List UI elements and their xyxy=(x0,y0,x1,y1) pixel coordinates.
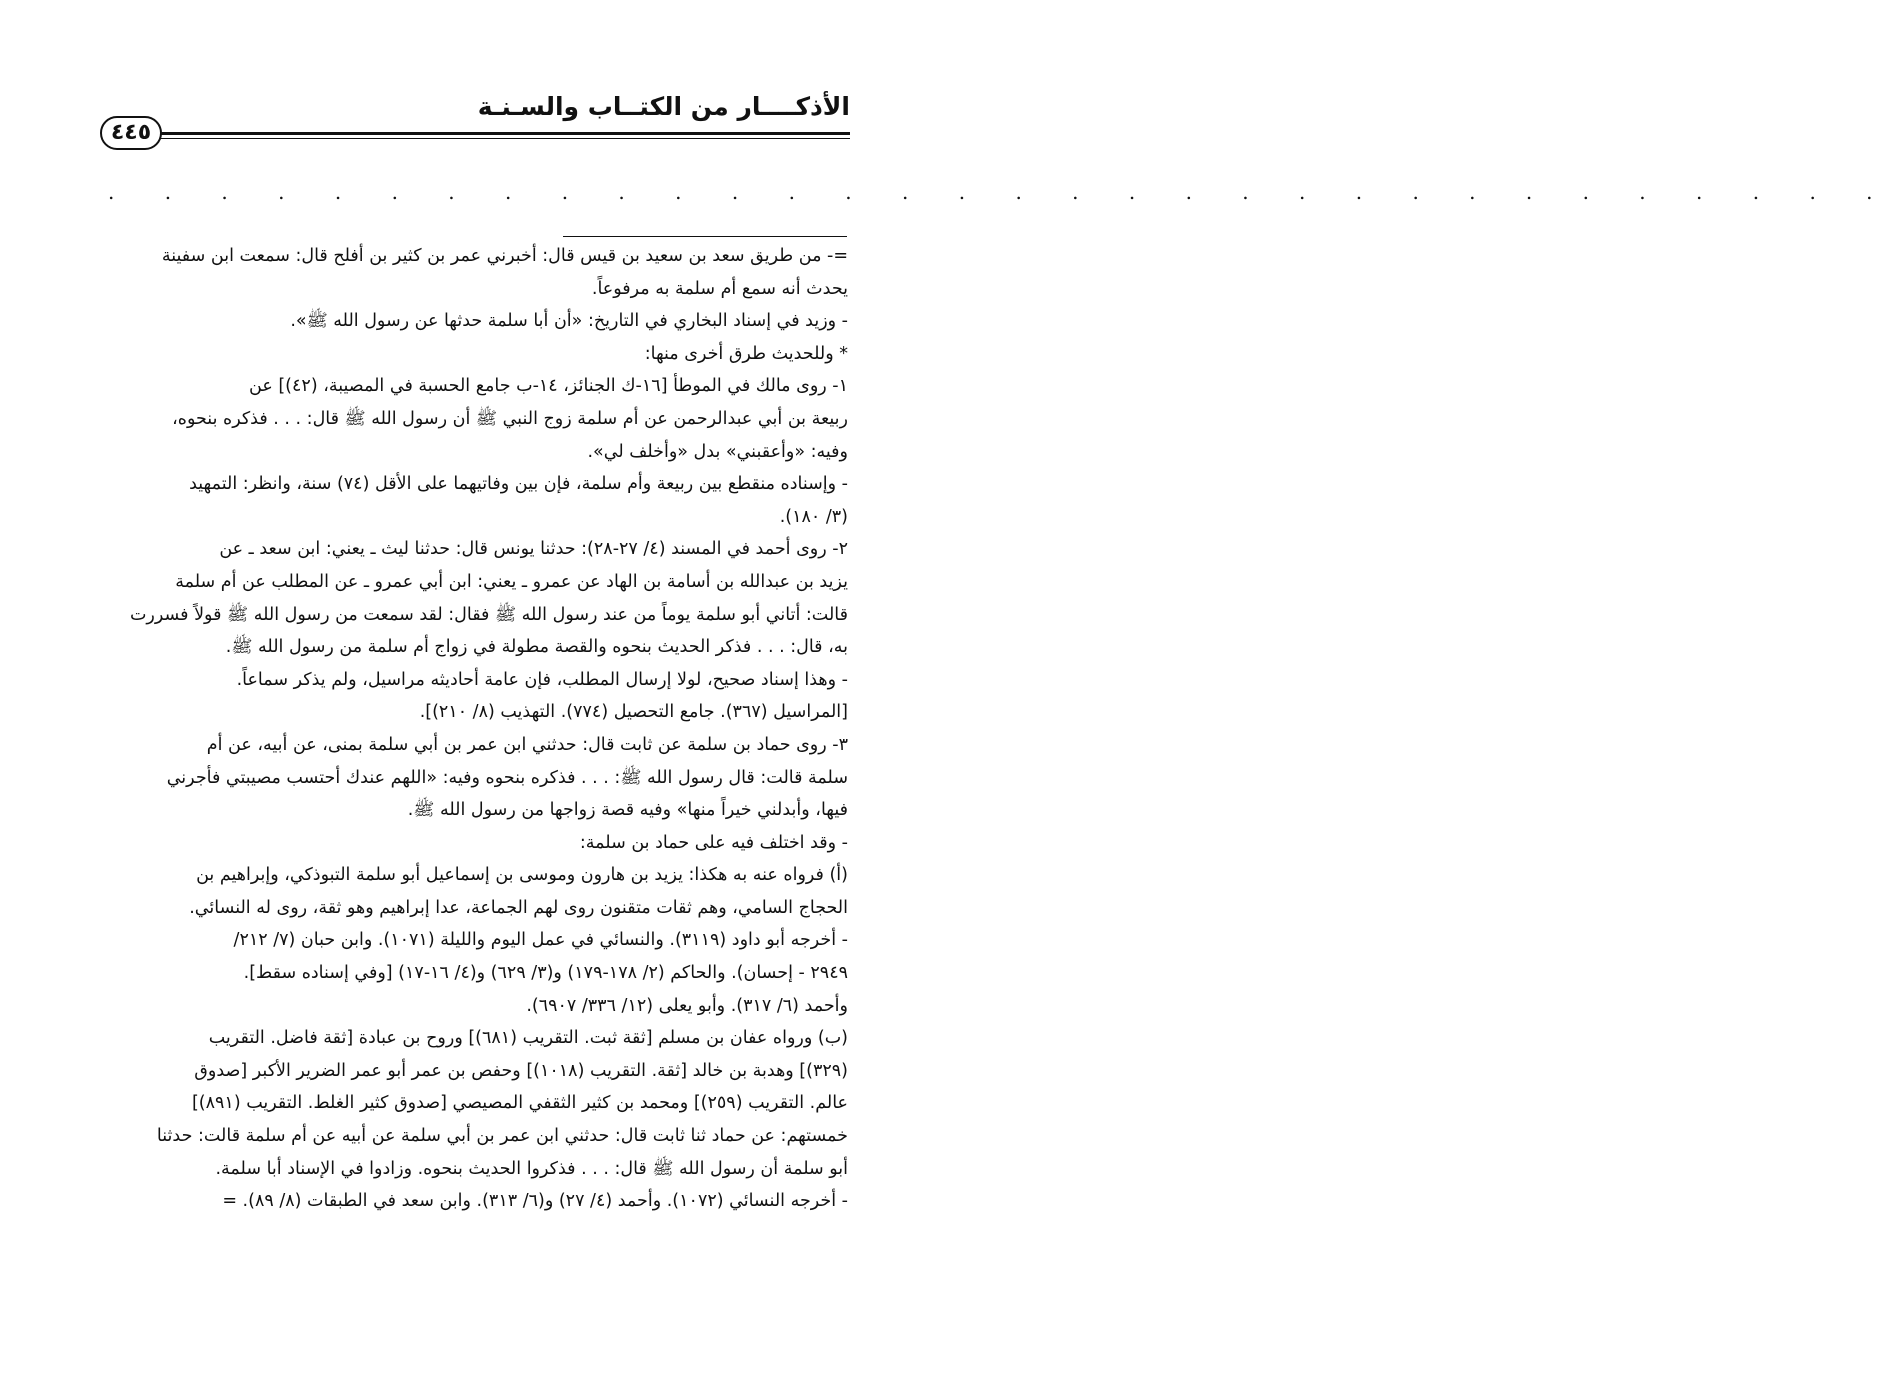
page-number: ٤٤٥ xyxy=(100,116,162,150)
text-line: فيها، وأبدلني خيراً منها» وفيه قصة زواجها من رسول الله ﷺ. xyxy=(407,800,848,821)
text-line: - أخرجه أبو داود (٣١١٩). والنسائي في عمل اليوم والليلة (١٠٧١). وابن حبان (٧/ ٢١٢/ xyxy=(233,930,848,951)
text-line: - أخرجه النسائي (١٠٧٢). وأحمد (٤/ ٢٧) و(٦/ ٣١٣). وابن سعد في الطبقات (٨/ ٨٩). = xyxy=(222,1191,848,1212)
text-line: - وزيد في إسناد البخاري في التاريخ: «أن أبا سلمة حدثها عن رسول الله ﷺ». xyxy=(290,311,848,332)
text-line: =- من طريق سعد بن سعيد بن قيس قال: أخبرني عمر بن كثير بن أفلح قال: سمعت ابن سفينة xyxy=(161,246,848,266)
text-line: به، قال: . . . فذكر الحديث بنحوه والقصة مطولة في زواج أم سلمة من رسول الله ﷺ. xyxy=(225,637,848,658)
text-line: ٢- روى أحمد في المسند (٤/ ٢٧-٢٨): حدثنا يونس قال: حدثنا ليث ـ يعني: ابن سعد ـ عن xyxy=(219,539,848,560)
text-line: يحدث أنه سمع أم سلمة به مرفوعاً. xyxy=(591,278,848,299)
text-line: (٣٢٩)] وهدبة بن خالد [ثقة. التقريب (١٠١٨)] وحفص بن عمر أبو عمر الضرير الأكبر [صدوق xyxy=(194,1060,848,1081)
footnote-rule xyxy=(563,236,847,237)
text-line: ٣- روى حماد بن سلمة عن ثابت قال: حدثني ابن عمر بن أبي سلمة بمنى، عن أبيه، عن أم xyxy=(206,734,848,755)
running-title: الأذكــــار من الكتــاب والسـنـة xyxy=(477,92,850,121)
text-line: ٢٩٤٩ - إحسان). والحاكم (٢/ ١٧٨-١٧٩) و(٣/ ٦٢٩) و(٤/ ١٦-١٧) [وفي إسناده سقط]. xyxy=(243,963,848,984)
text-line: وأحمد (٦/ ٣١٧). وأبو يعلى (١٢/ ٣٣٦/ ٦٩٠٧). xyxy=(526,995,848,1016)
text-line: [المراسيل (٣٦٧). جامع التحصيل (٧٧٤). التهذيب (٨/ ٢١٠)]. xyxy=(419,702,848,723)
text-line: - وقد اختلف فيه على حماد بن سلمة: xyxy=(579,832,848,853)
text-line: خمستهم: عن حماد ثنا ثابت قال: حدثني ابن عمر بن أبي سلمة عن أبيه عن أم سلمة قالت: حدثنا xyxy=(156,1126,848,1147)
header-rule xyxy=(158,132,850,135)
text-line: يزيد بن عبدالله بن أسامة بن الهاد عن عمرو ـ يعني: ابن أبي عمرو ـ عن المطلب عن أم سلمة xyxy=(175,571,848,592)
text-line: سلمة قالت: قال رسول الله ﷺ: . . . فذكره بنحوه وفيه: «اللهم عندك أحتسب مصيبتي فأجرني xyxy=(166,767,848,788)
text-line: ١- روى مالك في الموطأ [١٦-ك الجنائز، ١٤-ب جامع الحسبة في المصيبة، (٤٢)] عن xyxy=(249,376,848,397)
page-header xyxy=(100,92,850,152)
text-line: قالت: أتاني أبو سلمة يوماً من عند رسول الله ﷺ فقال: لقد سمعت من رسول الله ﷺ قولاً فسررت xyxy=(129,604,848,625)
text-line: - وإسناده منقطع بين ربيعة وأم سلمة، فإن بين وفاتيهما على الأقل (٧٤) سنة، وانظر: التمهيد xyxy=(189,474,848,495)
text-line: الحجاج السامي، وهم ثقات متقنون روى لهم الجماعة، عدا إبراهيم وهو ثقة، روى له النسائي. xyxy=(189,897,848,918)
text-line: ربيعة بن أبي عبدالرحمن عن أم سلمة زوج النبي ﷺ أن رسول الله ﷺ قال: . . . فذكره بنحوه، xyxy=(172,408,848,429)
text-line: عالم. التقريب (٢٥٩)] ومحمد بن كثير الثقفي المصيصي [صدوق كثير الغلط. التقريب (٨٩١)] xyxy=(191,1093,848,1114)
separator-dots: . . . . . . . . . . . . . . . . . . . . . . . . . . . . . . . . xyxy=(108,180,1895,204)
text-line: (ب) ورواه عفان بن مسلم [ثقة ثبت. التقريب (٦٨١)] وروح بن عبادة [ثقة فاضل. التقريب xyxy=(208,1028,848,1049)
text-line: وفيه: «وأعقبني» بدل «وأخلف لي». xyxy=(587,441,848,462)
text-line: - وهذا إسناد صحيح، لولا إرسال المطلب، فإن عامة أحاديثه مراسيل، ولم يذكر سماعاً. xyxy=(236,669,848,690)
text-line: أبو سلمة أن رسول الله ﷺ قال: . . . فذكروا الحديث بنحوه. وزادوا في الإسناد أبا سلمة. xyxy=(215,1158,848,1179)
text-line: (أ) فرواه عنه به هكذا: يزيد بن هارون وموسى بن إسماعيل أبو سلمة التبوذكي، وإبراهيم بن xyxy=(196,865,848,886)
header-rule-thin xyxy=(158,138,850,139)
text-line: * وللحديث طرق أخرى منها: xyxy=(644,343,848,364)
text-line: (٣/ ١٨٠). xyxy=(779,506,848,527)
footnote-text xyxy=(96,240,848,1218)
